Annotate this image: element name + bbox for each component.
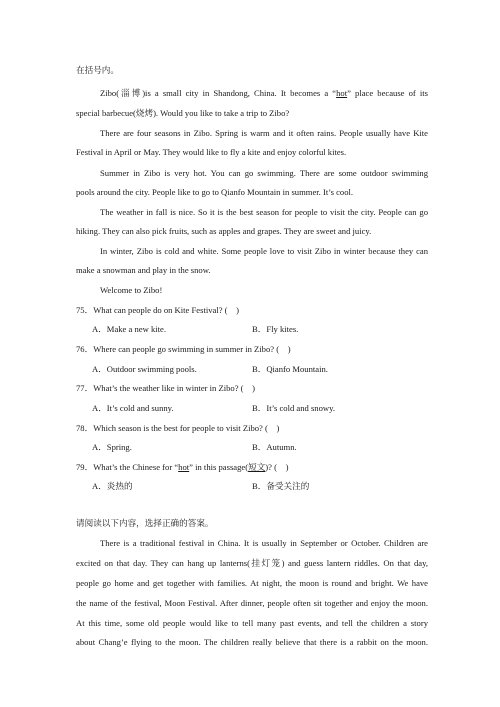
passage-line: excited on that day. They can hang up lanterns(挂灯笼) and guess lantern riddles. On that day, (76, 558, 428, 568)
option-b[interactable]: B．It’s cold and snowy. (252, 403, 335, 413)
passage-line: There are four seasons in Zibo. Spring is warm and it often rains. People usually have Kite (100, 128, 428, 138)
passage-line: In winter, Zibo is cold and white. Some people love to visit Zibo in winter because they can (100, 246, 428, 256)
option-a[interactable]: A．Make a new kite. (92, 324, 166, 334)
question-stem: 78．Which season is the best for people to visit Zibo? ( ) (76, 423, 280, 433)
passage-line: about Chang’e flying to the moon. The children really believe that there is a rabbit on the moon. (76, 637, 428, 647)
question-stem: 75．What can people do on Kite Festival? ( ) (76, 305, 239, 315)
passage-line: people go home and get together with families. At night, the moon is round and bright. We have (76, 578, 428, 588)
question-stem: 77．What’s the weather like in winter in Zibo? ( ) (76, 383, 255, 393)
option-a[interactable]: A．Outdoor swimming pools. (92, 364, 197, 374)
passage-line: Summer in Zibo is very hot. You can go swimming. There are some outdoor swimming (100, 168, 428, 178)
passage-line: pools around the city. People like to go to Qianfo Mountain in summer. It’s cool. (76, 187, 354, 197)
option-a[interactable]: A．炎热的 (92, 481, 133, 491)
hot-word: hot (336, 88, 348, 98)
question-stem: 79．What’s the Chinese for “hot” in this passage(短文)? ( ) (76, 462, 289, 472)
passage-line: hiking. They can also pick fruits, such as apples and grapes. They are sweet and juicy. (76, 226, 372, 236)
passage-line: make a snowman and play in the snow. (76, 265, 211, 275)
question-stem: 76．Where can people go swimming in summer in Zibo? ( ) (76, 344, 291, 354)
hot-word: hot (178, 462, 190, 472)
passage-line: There is a traditional festival in China. It is usually in September or October. Children are (100, 538, 428, 548)
option-b[interactable]: B．备受关注的 (252, 481, 310, 491)
passage-line: Festival in April or May. They would like to fly a kite and enjoy colorful kites. (76, 147, 347, 157)
option-b[interactable]: B．Fly kites. (252, 324, 299, 334)
option-a[interactable]: A．It’s cold and sunny. (92, 403, 174, 413)
passage-closing: Welcome to Zibo! (100, 285, 163, 295)
passage-line: Zibo(淄博)is a small city in Shandong, China. It becomes a “hot” place because of its (100, 88, 428, 98)
option-b[interactable]: B．Autumn. (252, 442, 297, 452)
passage-line: The weather in fall is nice. So it is the best season for people to visit the city. People can go (100, 207, 428, 217)
passage-line: special barbecue(烧烤). Would you like to take a trip to Zibo? (76, 108, 290, 118)
passage-line: At this time, some old people would like to tell many past events, and tell the children a story (76, 618, 428, 628)
instruction-text: 在括号内。 (76, 65, 119, 75)
option-b[interactable]: B．Qianfo Mountain. (252, 364, 328, 374)
option-a[interactable]: A．Spring. (92, 442, 132, 452)
passage-word: 短文 (248, 462, 266, 472)
instruction-text: 请阅读以下内容，选择正确的答案。 (76, 518, 214, 528)
passage-line: the name of the festival, Moon Festival. After dinner, people often sit together and enjoy the moon. (76, 598, 428, 608)
